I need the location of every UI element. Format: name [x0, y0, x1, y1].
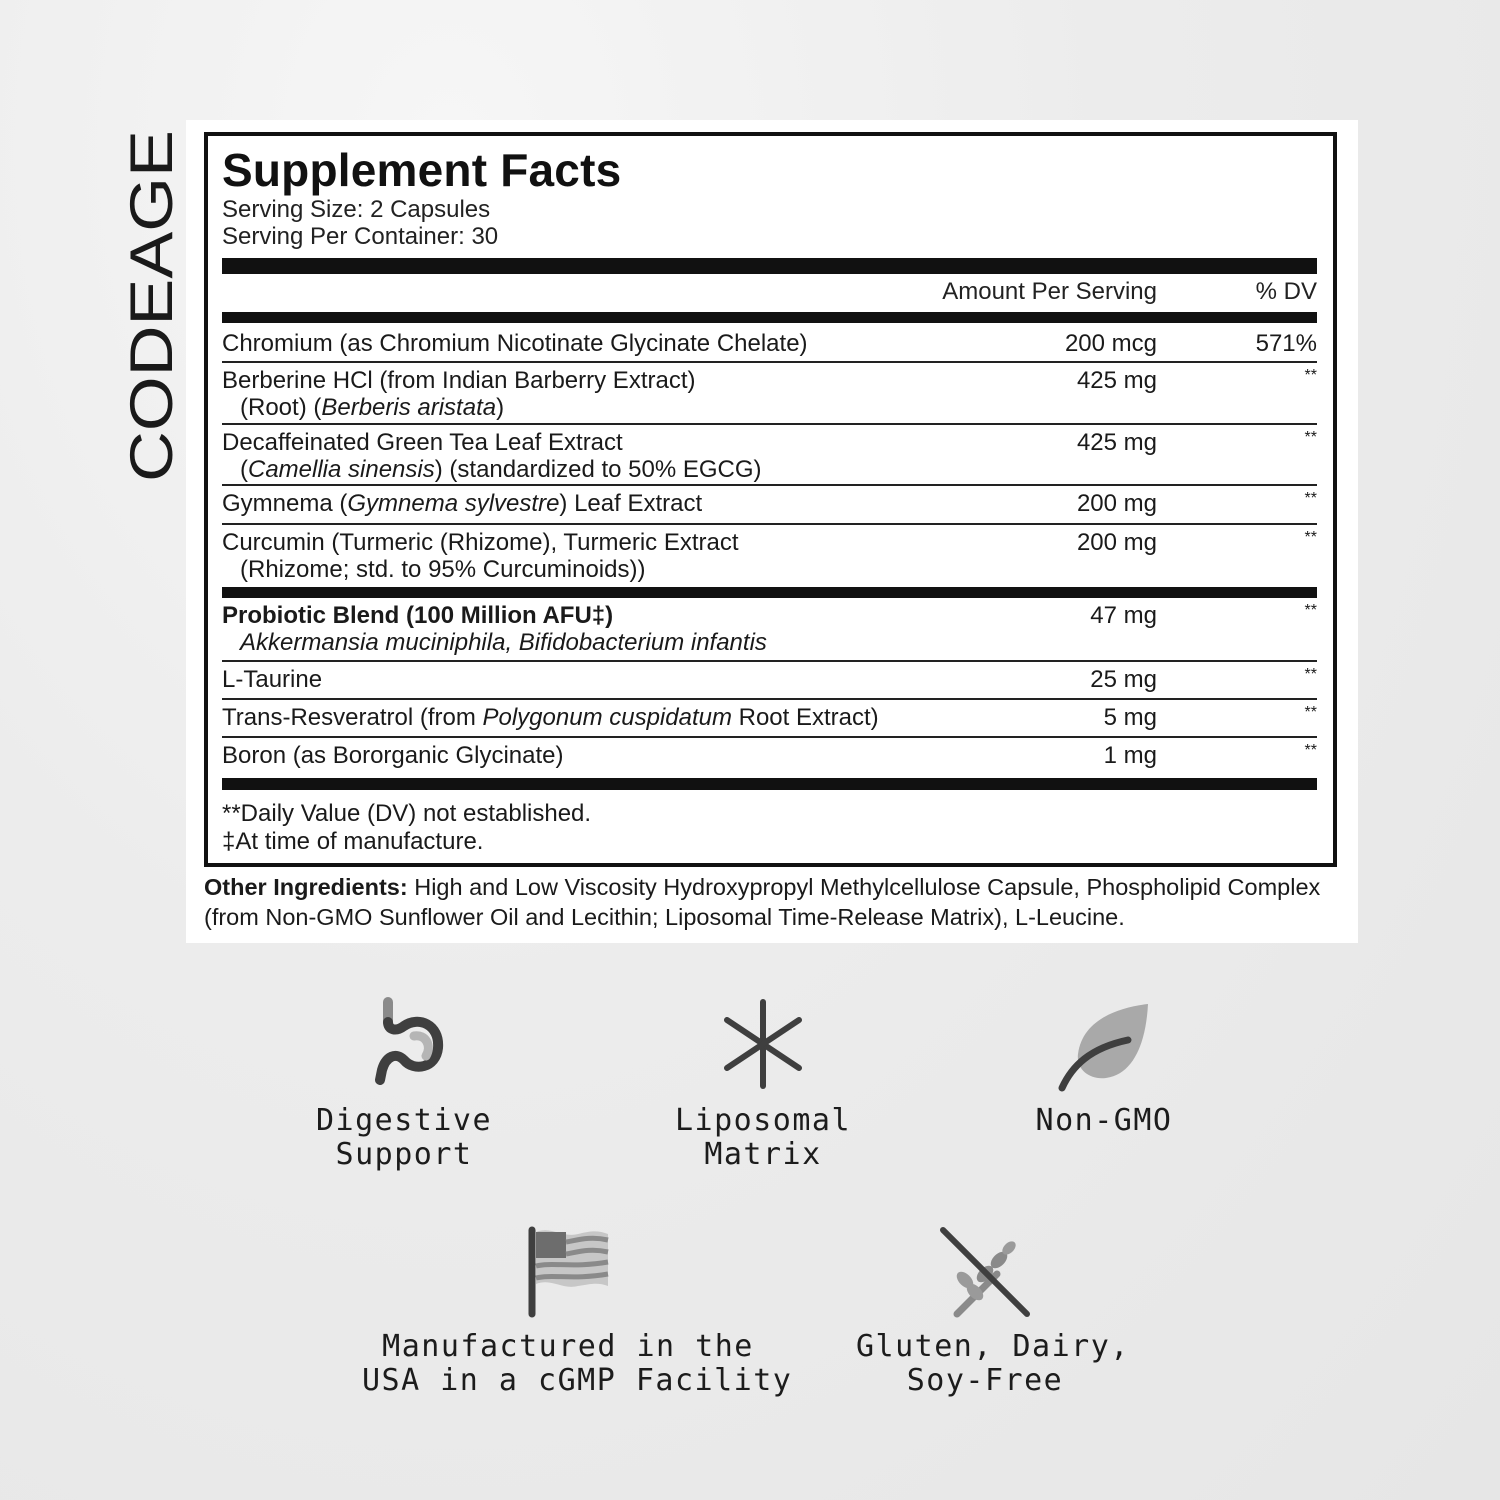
ingredient-dv: **: [1304, 742, 1317, 759]
ingredient-dv: **: [1304, 529, 1317, 546]
footnote-dv: **Daily Value (DV) not established.: [222, 800, 592, 827]
ingredient-name: Decaffeinated Green Tea Leaf Extract (Camellia sinensis) (standardized to 50% EGCG): [222, 429, 762, 483]
feature-label-line1: Manufactured in the: [382, 1329, 754, 1364]
servings-per-container: Serving Per Container: 30: [222, 223, 499, 250]
table-row: [222, 700, 1317, 738]
feature-allergen-free: [856, 1222, 1130, 1398]
ingredient-amount: 200 mg: [1076, 529, 1157, 556]
ingredient-amount: 47 mg: [1090, 602, 1157, 629]
divider-medium: [222, 778, 1317, 790]
ingredient-dv: 571%: [1255, 330, 1317, 357]
table-row: [222, 363, 1317, 425]
other-ingredients-text: High and Low Viscosity Hydroxypropyl Methylcellulose Capsule, Phospholipid Complex (from Non-GMO Sunflower Oil and Lecithin; Liposomal Time-Release Matrix), L-Leucine.: [204, 874, 1321, 930]
feature-label-line2: Matrix: [704, 1137, 822, 1172]
other-ingredients-label: Other Ingredients:: [204, 874, 408, 900]
other-ingredients: [204, 872, 1344, 932]
footnote-afu: ‡At time of manufacture.: [222, 828, 484, 855]
feature-label-line1: Non-GMO: [1035, 1103, 1173, 1138]
divider-medium: [222, 587, 1317, 598]
ingredient-dv: **: [1304, 429, 1317, 446]
table-row: [222, 425, 1317, 486]
asterisk-icon: [713, 996, 813, 1096]
table-row: [222, 525, 1317, 587]
feature-made-in-usa: [362, 1222, 793, 1398]
feature-label-line1: Digestive: [315, 1103, 493, 1138]
feature-label-line1: Liposomal: [674, 1103, 852, 1138]
ingredient-name: Curcumin (Turmeric (Rhizome), Turmeric Extract (Rhizome; std. to 95% Curcuminoids)): [222, 529, 739, 583]
footnotes: [222, 790, 1317, 856]
ingredient-amount: 425 mg: [1076, 429, 1157, 456]
feature-liposomal-matrix: [636, 996, 890, 1172]
table-row: [222, 598, 1317, 662]
table-row: [222, 738, 1317, 778]
feature-non-gmo: [1000, 996, 1208, 1138]
table-row: [222, 662, 1317, 700]
ingredient-amount: 200 mg: [1076, 490, 1157, 517]
ingredient-dv: **: [1304, 602, 1317, 619]
no-wheat-icon: [935, 1222, 1035, 1322]
facts-title: Supplement Facts: [222, 144, 622, 196]
supplement-facts-panel: [204, 132, 1337, 867]
ingredient-dv: **: [1304, 367, 1317, 384]
ingredient-name: Probiotic Blend (100 Million AFU‡) Akkermansia muciniphila, Bifidobacterium infantis: [222, 602, 767, 656]
leaf-icon: [1054, 996, 1154, 1096]
ingredient-name: L-Taurine: [222, 666, 323, 693]
table-row: [222, 486, 1317, 525]
ingredient-amount: 1 mg: [1103, 742, 1157, 769]
ingredient-name: Boron (as Bororganic Glycinate): [222, 742, 564, 769]
ingredient-name: Gymnema (Gymnema sylvestre) Leaf Extract: [222, 490, 703, 517]
feature-label-line2: USA in a cGMP Facility: [362, 1363, 793, 1398]
ingredient-amount: 425 mg: [1076, 367, 1157, 394]
table-header: [222, 274, 1317, 312]
feature-label-line1: Gluten, Dairy,: [856, 1329, 1130, 1364]
header-dv: % DV: [1255, 278, 1317, 305]
ingredient-dv: **: [1304, 704, 1317, 721]
table-row: [222, 323, 1317, 363]
ingredient-name: Chromium (as Chromium Nicotinate Glycinate Chelate): [222, 330, 808, 357]
ingredient-amount: 25 mg: [1090, 666, 1157, 693]
feature-label-line2: Soy-Free: [906, 1363, 1064, 1398]
stomach-icon: [354, 996, 454, 1096]
divider-medium: [222, 312, 1317, 323]
brand-logo: [118, 128, 185, 484]
usa-flag-icon: [518, 1222, 618, 1322]
feature-digestive-support: [280, 996, 528, 1172]
ingredient-dv: **: [1304, 666, 1317, 683]
label-panel: [186, 120, 1358, 943]
ingredient-name: Trans-Resveratrol (from Polygonum cuspidatum Root Extract): [222, 704, 879, 731]
divider-thick: [222, 258, 1317, 274]
ingredient-dv: **: [1304, 490, 1317, 507]
ingredient-amount: 200 mcg: [1064, 330, 1157, 357]
ingredient-name: Berberine HCl (from Indian Barberry Extract) (Root) (Berberis aristata): [222, 367, 696, 421]
header-amount: Amount Per Serving: [942, 278, 1157, 305]
brand-wordmark: CODEAGE: [118, 181, 185, 482]
ingredient-amount: 5 mg: [1103, 704, 1157, 731]
serving-size: Serving Size: 2 Capsules: [222, 196, 491, 223]
feature-label-line2: Support: [335, 1137, 473, 1172]
